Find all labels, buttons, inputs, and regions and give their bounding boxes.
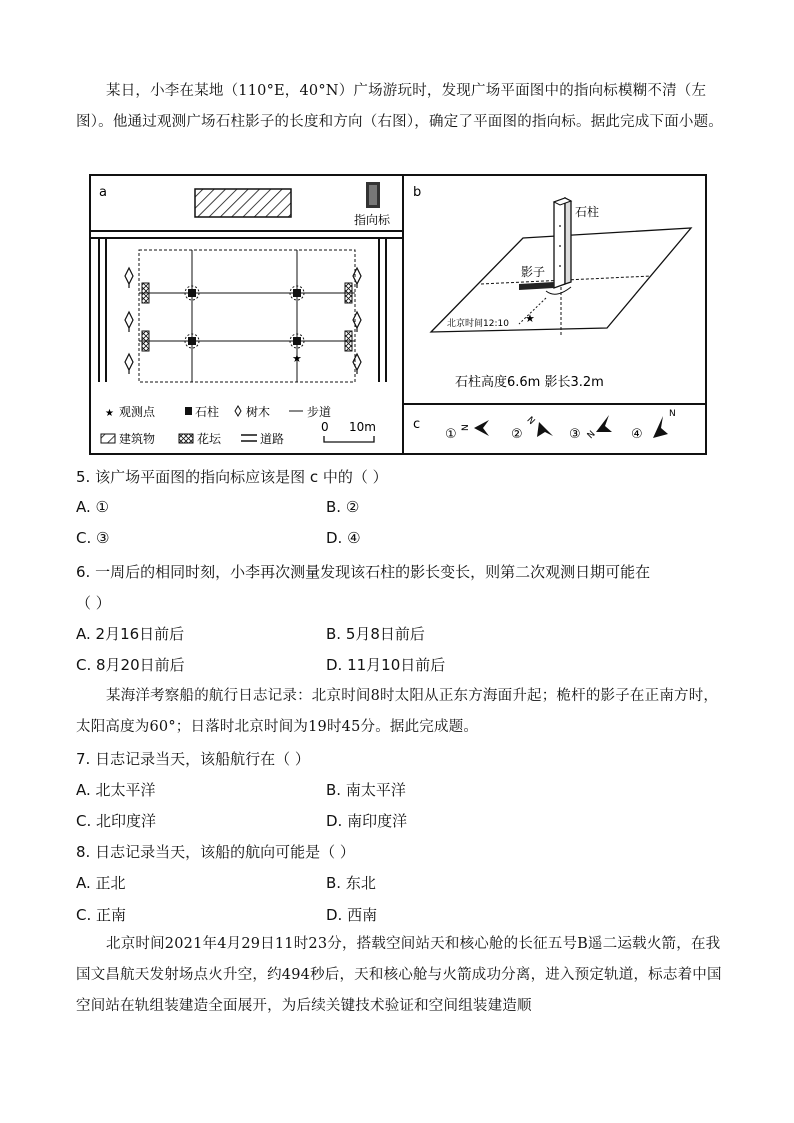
svg-text:N: N bbox=[526, 413, 539, 426]
q7-option-a[interactable]: A. 北太平洋 bbox=[76, 781, 156, 799]
q7-stem: 7. 日志记录当天，该船航行在（ ） bbox=[76, 750, 310, 768]
q6-option-a[interactable]: A. 2月16日前后 bbox=[76, 625, 185, 643]
q8-option-a[interactable]: A. 正北 bbox=[76, 874, 126, 892]
q8-option-d[interactable]: D. 西南 bbox=[326, 906, 378, 924]
q7-option-d[interactable]: D. 南印度洋 bbox=[326, 812, 408, 830]
shadow-label: 影子 bbox=[521, 265, 546, 279]
figure bbox=[89, 174, 707, 455]
q8-option-c[interactable]: C. 正南 bbox=[76, 906, 127, 924]
time-label: 北京时间12:10 bbox=[447, 319, 509, 329]
scale-zero: 0 bbox=[321, 420, 329, 434]
arrow-3-icon bbox=[596, 415, 612, 432]
plaza-boundary bbox=[139, 250, 355, 382]
legend-observer: 观测点 bbox=[119, 405, 156, 419]
intro-paragraph-1: 某日，小李在某地（110°E，40°N）广场游玩时，发现广场平面图中的指向标模糊不清（左图）。他通过观测广场石柱影子的长度和方向（右图），确定了平面图的指向标。据此完成下面小题。 bbox=[76, 83, 723, 130]
c-option-2: ② bbox=[511, 427, 523, 442]
q5-option-b[interactable]: B. ② bbox=[326, 498, 360, 516]
stone-pillar bbox=[554, 198, 571, 288]
panel-c-label: c bbox=[413, 417, 421, 432]
q8-stem: 8. 日志记录当天，该船的航向可能是（ ） bbox=[76, 843, 355, 861]
building-top bbox=[195, 189, 291, 217]
observer-star-b-icon: ★ bbox=[525, 312, 535, 325]
legend-road: 道路 bbox=[260, 432, 285, 446]
q6-option-d[interactable]: D. 11月10日前后 bbox=[326, 656, 446, 674]
q6-option-c[interactable]: C. 8月20日前后 bbox=[76, 656, 185, 674]
q5-stem: 5. 该广场平面图的指向标应该是图 c 中的（ ） bbox=[76, 468, 388, 486]
q5-option-c[interactable]: C. ③ bbox=[76, 529, 110, 547]
compass-label: 指向标 bbox=[354, 213, 391, 227]
c-option-1: ① bbox=[445, 427, 457, 442]
q7-option-c[interactable]: C. 北印度洋 bbox=[76, 812, 157, 830]
shadow-shape bbox=[519, 282, 554, 290]
observer-star-icon: ★ bbox=[292, 352, 302, 365]
arrow-1-icon bbox=[474, 420, 489, 436]
svg-text:N: N bbox=[585, 429, 598, 442]
q5-option-d[interactable]: D. ④ bbox=[326, 529, 361, 547]
svg-text:★: ★ bbox=[105, 408, 114, 419]
panel-a-label: a bbox=[99, 185, 107, 200]
legend-building: 建筑物 bbox=[119, 432, 156, 446]
legend-flowerbed: 花坛 bbox=[197, 432, 222, 446]
tree-markers bbox=[125, 268, 361, 374]
scale-ten: 10m bbox=[349, 420, 376, 434]
q6-stem: 6. 一周后的相同时刻，小李再次测量发现该石柱的影长变长，则第二次观测日期可能在 bbox=[76, 563, 651, 581]
svg-text:N: N bbox=[461, 424, 471, 431]
panel-b-label: b bbox=[413, 185, 422, 200]
c-option-4: ④ bbox=[631, 427, 643, 442]
intro-paragraph-3: 北京时间2021年4月29日11时23分，搭载空间站天和核心舱的长征五号B遥二运载火箭，在我国文昌航天发射场点火升空，约494秒后，天和核心舱与火箭成功分离，进入预定轨道，标志着中国空间站在轨组装建造全面展开，为后续关键技术验证和空间组装建造顺 bbox=[76, 936, 722, 1014]
north-letter: N bbox=[669, 409, 676, 419]
q8-option-b[interactable]: B. 东北 bbox=[326, 874, 376, 892]
intro-paragraph-2: 某海洋考察船的航行日志记录：北京时间8时太阳从正东方海面升起；桅杆的影子在正南方时，太阳高度为60°；日落时北京时间为19时45分。据此完成题。 bbox=[76, 688, 719, 735]
legend-a bbox=[101, 404, 376, 446]
q6-stem-cont: （ ） bbox=[76, 594, 111, 612]
pillar-markers bbox=[185, 286, 304, 348]
figure-svg bbox=[91, 176, 705, 453]
legend-tree: 树木 bbox=[246, 405, 271, 419]
legend-path: 步道 bbox=[307, 405, 332, 419]
arrow-2-icon bbox=[537, 422, 553, 437]
q7-option-b[interactable]: B. 南太平洋 bbox=[326, 781, 406, 799]
measure-text: 石柱高度6.6m 影长3.2m bbox=[455, 375, 604, 390]
c-option-3: ③ bbox=[569, 427, 581, 442]
pillar-label: 石柱 bbox=[575, 205, 600, 219]
legend-pillar: 石柱 bbox=[195, 405, 220, 419]
q6-option-b[interactable]: B. 5月8日前后 bbox=[326, 625, 425, 643]
arrow-4-icon bbox=[653, 416, 668, 438]
q5-option-a[interactable]: A. ① bbox=[76, 498, 109, 516]
